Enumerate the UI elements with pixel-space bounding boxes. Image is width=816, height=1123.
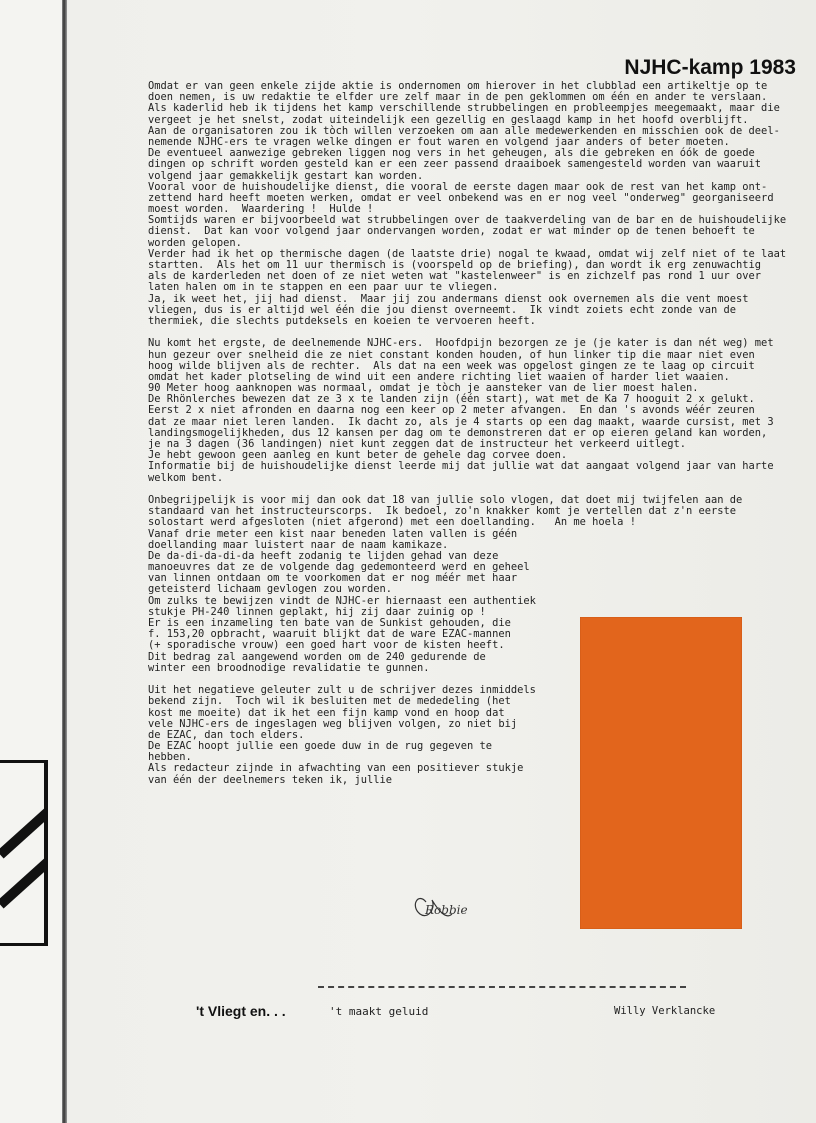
page-binding [62, 0, 67, 1123]
text-line: welkom bent. [148, 471, 224, 484]
fabric-sample-patch [580, 617, 742, 929]
footer-author: Willy Verklancke [614, 1005, 716, 1017]
text-line: hun gezeur over snelheid die ze niet constant konden houden, of hun linker tip die maar niet even [148, 348, 755, 361]
text-line: moest worden. Waardering ! Hulde ! [148, 203, 374, 216]
text-line: zettend hard heeft moeten werken, omdat er veel onbekend was en er nog veel "onderweg" georganiseerd [148, 191, 774, 204]
text-line: volgend jaar gemakkelijk gestart kan worden. [148, 169, 424, 182]
text-line: dingen op schrift worden gesteld kan er een zeer passend draaiboek samengesteld worden van waaruit [148, 158, 762, 171]
text-line: Informatie bij de huishoudelijke dienst leerde mij dat jullie wat dat aangaat volgend jaar van harte [148, 460, 774, 473]
text-line: 90 Meter hoog aanknopen was normaal, omdat je tòch je aansteker van de lier moest halen. [148, 382, 699, 395]
text-line: doen nemen, is uw redaktie te elfder ure zelf maar in de pen geklommen om één en ander te verslaan. [148, 91, 768, 104]
text-line: standaard van het instructeurscorps. Ik bedoel, zo'n knakker komt je vertellen dat z'n eerste [148, 505, 737, 518]
text-line: Nu komt het ergste, de deelnemende NJHC-ers. Hoofdpijn bezorgen ze je (je kater is dan nét weg) met [148, 337, 774, 350]
text-line: als de karderleden net doen of ze niet weten wat "kastelenweer" is en zichzelf pas rond 1 uur over [148, 270, 762, 283]
signature-name: Robbie [425, 903, 468, 917]
footer-tagline: 't maakt geluid [329, 1005, 429, 1018]
text-line: Vooral voor de huishoudelijke dienst, die vooral de eerste dagen maar ook de rest van het kamp ont- [148, 180, 768, 193]
text-line: Eerst 2 x niet afronden en daarna nog een keer op 2 meter afvangen. En dan 's avonds wéér zeuren [148, 404, 755, 417]
text-line: stukje PH-240 linnen geplakt, hij zij daar zuinig op ! [148, 605, 486, 618]
text-line: doellanding maar luistert naar de naam kamikaze. [148, 538, 449, 551]
text-line: bekend zijn. Toch wil ik besluiten met de mededeling (het [148, 695, 511, 708]
text-line: landingsmogelijkheden, dus 12 kansen per dag om te demonstreren dat er op eieren geland kan worden, [148, 426, 768, 439]
text-line: Je hebt gewoon geen aanleg en kunt beter de gehele dag corvee doen. [148, 449, 568, 462]
text-line: De EZAC hoopt jullie een goede duw in de rug gegeven te [148, 740, 493, 753]
text-line: Onbegrijpelijk is voor mij dan ook dat 18 van jullie solo vlogen, dat doet mij twijfelen aan de [148, 493, 743, 506]
text-line: thermiek, die slechts putdeksels en koeien te vervoeren heeft. [148, 314, 536, 327]
text-line: Als kaderlid heb ik tijdens het kamp verschillende strubbelingen en probleempjes meegemaakt, maar die [148, 102, 780, 115]
text-line: De Rhönlerches bewezen dat ze 3 x te landen zijn (één start), wat met de Ka 7 hooguit 2 x gelukt. [148, 393, 755, 406]
text-line: startten. Als het om 11 uur thermisch is (voorspeld op de briefing), dan wordt ik erg zenuwachtig [148, 259, 762, 271]
text-line: je na 3 dagen (36 landingen) niet kunt zeggen dat de instructeur het verkeerd uitlegt. [148, 438, 686, 450]
facing-page-graphic [0, 760, 48, 946]
text-line: geteisterd lichaam gevlogen zou worden. [148, 583, 392, 596]
text-line: Dit bedrag zal aangewend worden om de 240 gedurende de [148, 650, 486, 663]
text-line: Aan de organisatoren zou ik tòch willen verzoeken om aan alle medewerkenden en misschien ook de deel- [148, 124, 780, 137]
text-line: hoog wilde blijven als de rechter. Als dat na een week was opgelost gingen ze te laag op circuit [148, 359, 755, 372]
text-line: f. 153,20 opbracht, waaruit blijkt dat de ware EZAC-mannen [148, 628, 511, 641]
text-line: Omdat er van geen enkele zijde aktie is ondernomen om hierover in het clubblad een artikeltje op te [148, 80, 768, 92]
text-line: nemende NJHC-ers te vragen welke dingen er fout waren en volgend jaar anders of beter moeten. [148, 135, 730, 148]
facing-page-edge [0, 0, 62, 1123]
article-title: NJHC-kamp 1983 [624, 56, 796, 79]
text-line: Somtijds waren er bijvoorbeeld wat strubbelingen over de taakverdeling van de bar en de huishoudelijke [148, 214, 787, 227]
text-line: Om zulks te bewijzen vindt de NJHC-er hiernaast een authentiek [148, 594, 536, 607]
text-line: solostart werd afgesloten (niet afgerond) met een doellanding. An me hoela ! [148, 516, 636, 529]
text-line: winter een broodnodige revalidatie te gunnen. [148, 661, 430, 674]
text-line: manoeuvres dat ze de volgende dag gedemonteerd werd en geheel [148, 561, 530, 574]
text-line: de EZAC, dan toch elders. [148, 728, 305, 741]
text-line: laten halen om in te stappen en een paar uur te vliegen. [148, 281, 499, 294]
text-line: worden gelopen. [148, 236, 242, 249]
text-line: (+ sporadische vrouw) een goed hart voor de kisten heeft. [148, 639, 505, 652]
text-line: hebben. [148, 751, 192, 764]
text-line: vliegen, dus is er altijd wel één die jou dienst overneemt. Ik vindt zoiets echt zonde van de [148, 303, 737, 316]
text-line: Als redacteur zijnde in afwachting van een positiever stukje [148, 762, 524, 775]
text-line: Er is een inzameling ten bate van de Sunkist gehouden, die [148, 617, 511, 629]
footer-divider [318, 986, 686, 988]
footer-magazine-name: 't Vliegt en. . . [196, 1003, 286, 1019]
text-line: vele NJHC-ers de ingeslagen weg blijven volgen, zo niet bij [148, 717, 518, 730]
text-line: van linnen ontdaan om te voorkomen dat er nog méér met haar [148, 572, 518, 585]
text-line: Uit het negatieve geleuter zult u de schrijver dezes inmiddels [148, 684, 536, 697]
text-line: kost me moeite) dat ik het een fijn kamp vond en hoop dat [148, 706, 505, 719]
text-line: van één der deelnemers teken ik, jullie [148, 773, 392, 786]
text-line: Ja, ik weet het, jij had dienst. Maar jij zou andermans dienst ook overnemen als die vent moest [148, 292, 749, 305]
text-line: Verder had ik het op thermische dagen (de laatste drie) nogal te kwaad, omdat wij zelf niet of te laat [148, 247, 787, 260]
text-line: Vanaf drie meter een kist naar beneden laten vallen is géén [148, 527, 518, 540]
text-line: dienst. Dat kan voor volgend jaar ondervangen worden, zodat er wat minder op de tenen behoeft te [148, 225, 755, 238]
text-line: De da-di-da-di-da heeft zodanig te lijden gehad van deze [148, 549, 499, 562]
text-line: vergeet je het snelst, zodat uiteindelijk een gezellig en geslaagd kamp in het hoofd overblijft. [148, 113, 749, 126]
text-line: dat ze maar niet leren landen. Ik dacht zo, als je 4 starts op een dag maakt, waarde cursist, met 3 [148, 415, 774, 428]
text-line: omdat het kader plotseling de wind uit een andere richting liet waaien of harder liet waaien. [148, 370, 730, 383]
text-line: De eventueel aanwezige gebreken liggen nog vers in het geheugen, als die gebreken en óók de goede [148, 147, 755, 160]
